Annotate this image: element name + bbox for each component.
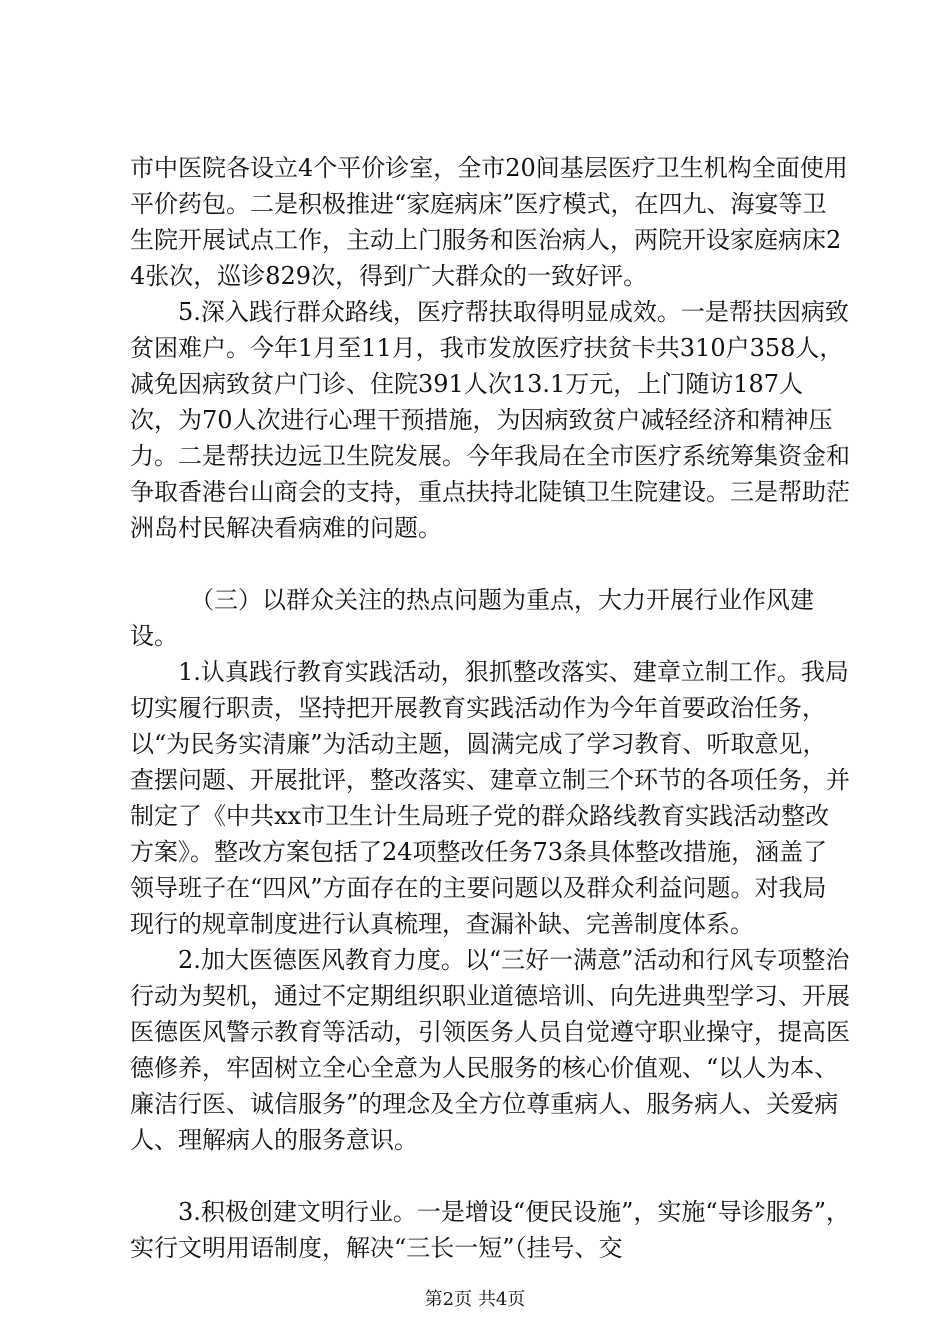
paragraph-continuation: 市中医院各设立4个平价诊室，全市20间基层医疗卫生机构全面使用平价药包。二是积极推进“家庭病床”医疗模式，在四九、海宴等卫生院开展试点工作，主动上门服务和医治病人，两院开设家庭病床24张次，巡诊829次，得到广大群众的一致好评。 [130,154,848,290]
paragraph-item-2: 2.加大医德医风教育力度。以“三好一满意”活动和行风专项整治行动为契机，通过不定期组织职业道德培训、向先进典型学习、开展医德医风警示教育等活动，引领医务人员自觉遵守职业操守，提高医德修养，牢固树立全心全意为人民服务的核心价值观、“以人为本、廉洁行医、诚信服务”的理念及全方位尊重病人、服务病人、关爱病人、理解病人的服务意识。 [130,946,850,1154]
section-heading-3: （三）以群众关注的热点问题为重点，大力开展行业作风建设。 [130,586,814,650]
paragraph-item-5: 5.深入践行群众路线，医疗帮扶取得明显成效。一是帮扶因病致贫困难户。今年1月至11月，我市发放医疗扶贫卡共310户358人，减免因病致贫户门诊、住院391人次13.1万元，上门随访187人次，为70人次进行心理干预措施，为因病致贫户减轻经济和精神压力。二是帮扶边远卫生院发展。今年我局在全市医疗系统筹集资金和争取香港台山商会的支持，重点扶持北陡镇卫生院建设。三是帮助茫洲岛村民解决看病难的问题。 [130,298,850,542]
paragraph-item-3: 3.积极创建文明行业。一是增设“便民设施”，实施“导诊服务”，实行文明用语制度，解决“三长一短”（挂号、交 [130,1198,850,1262]
page-number-footer: 第2页 共4页 [424,1289,526,1310]
paragraph-item-1: 1.认真践行教育实践活动，狠抓整改落实、建章立制工作。我局切实履行职责，坚持把开展教育实践活动作为今年首要政治任务，以“为民务实清廉”为活动主题，圆满完成了学习教育、听取意见，查摆问题、开展批评，整改落实、建章立制三个环节的各项任务，并制定了《中共xx市卫生计生局班子党的群众路线教育实践活动整改方案》。整改方案包括了24项整改任务73条具体整改措施，涵盖了领导班子在“四风”方面存在的主要问题以及群众利益问题。对我局现行的规章制度进行认真梳理，查漏补缺、完善制度体系。 [130,658,850,938]
document-body [130,150,850,1266]
